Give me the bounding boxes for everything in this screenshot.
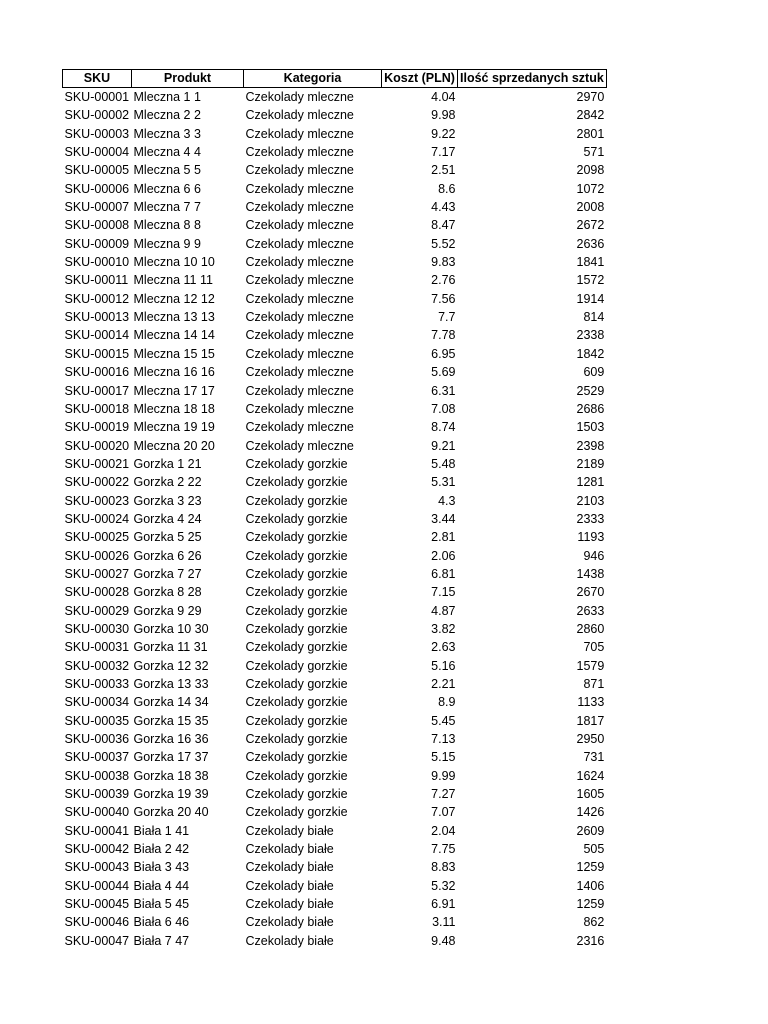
cell-quantity-sold: 571 [583, 145, 605, 160]
table-row [63, 235, 607, 253]
cell-product: Mleczna 14 14 [133, 328, 215, 343]
cell-quantity-sold: 2636 [576, 236, 605, 251]
cell-cost: 7.13 [431, 732, 456, 747]
cell-category: Czekolady gorzkie [245, 768, 348, 783]
cell-product: Gorzka 15 35 [133, 713, 209, 728]
cell-quantity-sold: 2672 [576, 218, 605, 233]
cell-cost: 8.83 [431, 860, 456, 875]
cell-category: Czekolady mleczne [245, 383, 354, 398]
cell-product: Gorzka 13 33 [133, 677, 209, 691]
cell-sku: SKU-00040 [64, 805, 130, 820]
cell-cost: 2.51 [431, 163, 456, 178]
table-row [63, 326, 607, 344]
table-row [63, 785, 607, 803]
cell-category: Czekolady mleczne [245, 200, 354, 215]
cell-quantity-sold: 1406 [576, 878, 605, 893]
cell-category: Czekolady gorzkie [245, 475, 348, 490]
cell-category: Czekolady gorzkie [245, 603, 348, 618]
cell-sku: SKU-00017 [64, 383, 130, 398]
cell-quantity-sold: 1817 [576, 713, 605, 728]
table-row [63, 748, 607, 766]
cell-cost: 5.31 [431, 475, 456, 490]
cell-sku: SKU-00001 [64, 90, 130, 104]
cell-product: Gorzka 12 32 [133, 658, 209, 673]
cell-category: Czekolady mleczne [245, 145, 354, 160]
table-row [63, 198, 607, 216]
cell-product: Mleczna 5 5 [133, 163, 201, 178]
cell-product: Mleczna 20 20 [133, 438, 215, 453]
table-row [63, 125, 607, 143]
cell-category: Czekolady mleczne [245, 218, 354, 233]
cell-category: Czekolady gorzkie [245, 493, 348, 508]
cell-category: Czekolady gorzkie [245, 530, 348, 545]
cell-category: Czekolady białe [245, 878, 334, 893]
table-row [63, 143, 607, 161]
cell-sku: SKU-00004 [64, 145, 130, 160]
cell-quantity-sold: 1193 [577, 530, 605, 545]
cell-quantity-sold: 2970 [576, 90, 605, 104]
cell-product: Gorzka 1 21 [133, 456, 202, 471]
cell-category: Czekolady mleczne [245, 181, 354, 196]
cell-sku: SKU-00025 [64, 530, 130, 545]
cell-product: Gorzka 19 39 [133, 787, 209, 802]
table-row [63, 767, 607, 785]
cell-category: Czekolady mleczne [245, 420, 354, 435]
cell-product: Mleczna 7 7 [133, 200, 201, 215]
cell-sku: SKU-00006 [64, 181, 130, 196]
table-row [63, 345, 607, 363]
table-row [63, 822, 607, 840]
cell-category: Czekolady mleczne [245, 328, 354, 343]
header-product: Produkt [132, 70, 244, 88]
cell-quantity-sold: 1841 [576, 255, 605, 270]
cell-quantity-sold: 1572 [576, 273, 605, 288]
cell-quantity-sold: 2842 [576, 108, 605, 123]
cell-sku: SKU-00041 [64, 823, 130, 838]
table-row [63, 712, 607, 730]
cell-quantity-sold: 2633 [576, 603, 605, 618]
cell-cost: 9.83 [431, 255, 456, 270]
cell-cost: 7.56 [431, 291, 456, 306]
cell-category: Czekolady białe [245, 842, 334, 857]
table-row [63, 565, 607, 583]
cell-quantity-sold: 862 [583, 915, 605, 930]
cell-sku: SKU-00009 [64, 236, 130, 251]
cell-cost: 2.81 [431, 530, 456, 545]
cell-cost: 7.27 [431, 787, 456, 802]
table-row [63, 473, 607, 491]
cell-cost: 5.32 [431, 878, 456, 893]
cell-product: Mleczna 3 3 [133, 126, 201, 141]
table-row [63, 657, 607, 675]
cell-product: Gorzka 16 36 [133, 732, 209, 747]
cell-quantity-sold: 2103 [576, 493, 605, 508]
cell-sku: SKU-00033 [64, 677, 130, 691]
cell-sku: SKU-00015 [64, 346, 130, 361]
cell-quantity-sold: 871 [583, 677, 605, 691]
cell-cost: 7.78 [431, 328, 456, 343]
table-row [63, 803, 607, 821]
cell-sku: SKU-00035 [64, 713, 130, 728]
cell-category: Czekolady mleczne [245, 163, 354, 178]
cell-cost: 7.07 [431, 805, 456, 820]
cell-cost: 5.69 [431, 365, 456, 380]
cell-cost: 5.52 [431, 236, 456, 251]
cell-quantity-sold: 814 [583, 310, 605, 325]
table-header [63, 70, 607, 88]
cell-sku: SKU-00008 [64, 218, 130, 233]
cell-quantity-sold: 2316 [576, 933, 605, 948]
cell-sku: SKU-00026 [64, 548, 130, 563]
cell-cost: 3.82 [431, 621, 456, 636]
table-row [63, 418, 607, 436]
cell-category: Czekolady mleczne [245, 255, 354, 270]
cell-category: Czekolady mleczne [245, 346, 354, 361]
cell-quantity-sold: 1072 [576, 181, 605, 196]
cell-category: Czekolady mleczne [245, 108, 354, 123]
cell-quantity-sold: 1281 [576, 475, 605, 490]
cell-cost: 9.22 [431, 126, 456, 141]
cell-category: Czekolady gorzkie [245, 713, 348, 728]
cell-sku: SKU-00029 [64, 603, 130, 618]
cell-product: Mleczna 12 12 [133, 291, 215, 306]
cell-cost: 7.15 [431, 585, 456, 600]
cell-cost: 7.7 [438, 310, 456, 325]
cell-sku: SKU-00024 [64, 511, 130, 526]
cell-product: Biała 6 46 [133, 915, 190, 930]
cell-category: Czekolady gorzkie [245, 640, 348, 655]
cell-product: Gorzka 4 24 [133, 511, 202, 526]
cell-product: Mleczna 19 19 [133, 420, 215, 435]
cell-cost: 4.04 [431, 90, 456, 104]
cell-category: Czekolady białe [245, 860, 334, 875]
header-quantity-sold: Ilość sprzedanych sztuk [458, 70, 607, 88]
cell-category: Czekolady białe [245, 915, 334, 930]
cell-category: Czekolady gorzkie [245, 658, 348, 673]
cell-quantity-sold: 946 [583, 548, 605, 563]
cell-quantity-sold: 1914 [576, 291, 605, 306]
cell-sku: SKU-00023 [64, 493, 130, 508]
cell-cost: 2.06 [431, 548, 456, 563]
cell-category: Czekolady gorzkie [245, 585, 348, 600]
cell-cost: 9.98 [431, 108, 456, 123]
table-row [63, 492, 607, 510]
cell-sku: SKU-00021 [64, 456, 130, 471]
cell-product: Gorzka 3 23 [133, 493, 202, 508]
cell-sku: SKU-00034 [64, 695, 130, 710]
cell-cost: 3.44 [431, 511, 456, 526]
cell-cost: 9.48 [431, 933, 456, 948]
cell-cost: 5.45 [431, 713, 456, 728]
table-row [63, 895, 607, 913]
table-row [63, 180, 607, 198]
header-cost: Koszt (PLN) [382, 70, 458, 88]
cell-product: Mleczna 18 18 [133, 401, 215, 416]
table-row [63, 602, 607, 620]
cell-quantity-sold: 1438 [576, 566, 605, 581]
cell-quantity-sold: 2189 [576, 456, 605, 471]
cell-product: Gorzka 20 40 [133, 805, 209, 820]
cell-product: Gorzka 2 22 [133, 475, 202, 490]
cell-product: Biała 7 47 [133, 933, 190, 948]
cell-sku: SKU-00037 [64, 750, 130, 765]
cell-category: Czekolady gorzkie [245, 695, 348, 710]
cell-category: Czekolady mleczne [245, 310, 354, 325]
header-category: Kategoria [244, 70, 382, 88]
cell-cost: 5.48 [431, 456, 456, 471]
cell-quantity-sold: 2008 [576, 200, 605, 215]
header-row [63, 70, 607, 88]
cell-product: Gorzka 10 30 [133, 621, 209, 636]
cell-product: Mleczna 4 4 [133, 145, 201, 160]
table-row [63, 437, 607, 455]
cell-sku: SKU-00045 [64, 897, 130, 912]
table-row [63, 455, 607, 473]
table-row [63, 216, 607, 234]
table-row [63, 308, 607, 326]
cell-product: Mleczna 11 11 [133, 273, 213, 288]
cell-sku: SKU-00036 [64, 732, 130, 747]
cell-sku: SKU-00028 [64, 585, 130, 600]
cell-product: Mleczna 16 16 [133, 365, 215, 380]
cell-product: Gorzka 9 29 [133, 603, 202, 618]
cell-product: Biała 1 41 [133, 823, 190, 838]
cell-product: Mleczna 15 15 [133, 346, 215, 361]
cell-quantity-sold: 1133 [577, 695, 605, 710]
cell-sku: SKU-00039 [64, 787, 130, 802]
cell-sku: SKU-00020 [64, 438, 130, 453]
cell-quantity-sold: 2333 [576, 511, 605, 526]
cell-sku: SKU-00038 [64, 768, 130, 783]
table-row [63, 161, 607, 179]
cell-product: Gorzka 6 26 [133, 548, 202, 563]
cell-category: Czekolady białe [245, 933, 334, 948]
cell-quantity-sold: 2529 [576, 383, 605, 398]
cell-category: Czekolady gorzkie [245, 456, 348, 471]
cell-category: Czekolady mleczne [245, 90, 354, 104]
table-row [63, 913, 607, 931]
cell-quantity-sold: 2801 [576, 126, 605, 141]
cell-sku: SKU-00030 [64, 621, 130, 636]
cell-category: Czekolady gorzkie [245, 566, 348, 581]
cell-sku: SKU-00031 [64, 640, 130, 655]
cell-cost: 2.76 [431, 273, 456, 288]
cell-cost: 8.6 [438, 181, 456, 196]
cell-quantity-sold: 1503 [576, 420, 605, 435]
cell-quantity-sold: 1426 [576, 805, 605, 820]
cell-product: Gorzka 5 25 [133, 530, 202, 545]
cell-quantity-sold: 1624 [576, 768, 605, 783]
cell-sku: SKU-00022 [64, 475, 130, 490]
cell-product: Gorzka 17 37 [133, 750, 209, 765]
table-row [63, 675, 607, 693]
cell-cost: 6.31 [431, 383, 456, 398]
cell-product: Mleczna 1 1 [133, 90, 201, 104]
cell-quantity-sold: 1259 [576, 897, 605, 912]
cell-quantity-sold: 609 [583, 365, 605, 380]
cell-product: Gorzka 18 38 [133, 768, 209, 783]
cell-quantity-sold: 2950 [576, 732, 605, 747]
cell-product: Mleczna 2 2 [133, 108, 201, 123]
cell-sku: SKU-00046 [64, 915, 130, 930]
table-row [63, 106, 607, 124]
cell-quantity-sold: 1605 [576, 787, 605, 802]
cell-quantity-sold: 705 [583, 640, 605, 655]
cell-sku: SKU-00012 [64, 291, 130, 306]
table-row [63, 932, 607, 950]
cell-quantity-sold: 2609 [576, 823, 605, 838]
table-row [63, 693, 607, 711]
cell-cost: 5.15 [431, 750, 456, 765]
cell-product: Gorzka 8 28 [133, 585, 202, 600]
cell-cost: 7.08 [431, 401, 456, 416]
cell-category: Czekolady gorzkie [245, 787, 348, 802]
table-row [63, 620, 607, 638]
product-sales-table [62, 69, 607, 950]
cell-quantity-sold: 2860 [576, 621, 605, 636]
cell-sku: SKU-00044 [64, 878, 130, 893]
cell-category: Czekolady gorzkie [245, 732, 348, 747]
cell-quantity-sold: 2670 [576, 585, 605, 600]
table-row [63, 638, 607, 656]
cell-category: Czekolady gorzkie [245, 677, 348, 691]
cell-category: Czekolady mleczne [245, 365, 354, 380]
cell-product: Biała 4 44 [133, 878, 190, 893]
cell-cost: 5.16 [431, 658, 456, 673]
cell-sku: SKU-00032 [64, 658, 130, 673]
cell-sku: SKU-00007 [64, 200, 130, 215]
cell-category: Czekolady gorzkie [245, 511, 348, 526]
table-row [63, 840, 607, 858]
table-body [63, 88, 607, 951]
cell-quantity-sold: 1579 [576, 658, 605, 673]
table-row [63, 290, 607, 308]
cell-cost: 6.95 [431, 346, 456, 361]
cell-product: Biała 3 43 [133, 860, 190, 875]
cell-quantity-sold: 1259 [576, 860, 605, 875]
cell-product: Mleczna 8 8 [133, 218, 201, 233]
cell-product: Biała 2 42 [133, 842, 190, 857]
cell-sku: SKU-00019 [64, 420, 130, 435]
cell-category: Czekolady mleczne [245, 438, 354, 453]
table-row [63, 88, 607, 107]
cell-cost: 9.99 [431, 768, 456, 783]
cell-sku: SKU-00003 [64, 126, 130, 141]
cell-quantity-sold: 505 [583, 842, 605, 857]
cell-quantity-sold: 2686 [576, 401, 605, 416]
cell-cost: 4.87 [431, 603, 456, 618]
cell-sku: SKU-00018 [64, 401, 130, 416]
cell-cost: 7.17 [431, 145, 456, 160]
cell-cost: 6.81 [431, 566, 456, 581]
cell-sku: SKU-00016 [64, 365, 130, 380]
cell-cost: 7.75 [431, 842, 456, 857]
cell-sku: SKU-00005 [64, 163, 130, 178]
cell-sku: SKU-00047 [64, 933, 130, 948]
cell-cost: 8.47 [431, 218, 456, 233]
cell-category: Czekolady gorzkie [245, 750, 348, 765]
cell-sku: SKU-00011 [64, 273, 129, 288]
cell-quantity-sold: 2398 [576, 438, 605, 453]
cell-product: Mleczna 6 6 [133, 181, 201, 196]
table-row [63, 877, 607, 895]
cell-sku: SKU-00014 [64, 328, 130, 343]
cell-product: Mleczna 9 9 [133, 236, 201, 251]
table-row [63, 253, 607, 271]
cell-category: Czekolady mleczne [245, 273, 354, 288]
cell-cost: 2.21 [431, 677, 456, 691]
cell-quantity-sold: 731 [583, 750, 605, 765]
cell-sku: SKU-00027 [64, 566, 130, 581]
table-row [63, 730, 607, 748]
table-row [63, 547, 607, 565]
cell-category: Czekolady mleczne [245, 291, 354, 306]
table-row [63, 528, 607, 546]
cell-product: Mleczna 17 17 [133, 383, 215, 398]
cell-product: Gorzka 11 31 [133, 640, 208, 655]
cell-category: Czekolady gorzkie [245, 621, 348, 636]
cell-category: Czekolady gorzkie [245, 805, 348, 820]
cell-sku: SKU-00042 [64, 842, 130, 857]
table-row [63, 382, 607, 400]
table-row [63, 510, 607, 528]
cell-cost: 6.91 [431, 897, 456, 912]
cell-category: Czekolady gorzkie [245, 548, 348, 563]
table-row [63, 400, 607, 418]
cell-cost: 4.3 [438, 493, 456, 508]
cell-quantity-sold: 2338 [576, 328, 605, 343]
cell-sku: SKU-00010 [64, 255, 130, 270]
cell-product: Gorzka 14 34 [133, 695, 209, 710]
cell-quantity-sold: 1842 [576, 346, 605, 361]
cell-category: Czekolady mleczne [245, 401, 354, 416]
cell-cost: 4.43 [431, 200, 456, 215]
cell-category: Czekolady mleczne [245, 236, 354, 251]
cell-product: Mleczna 10 10 [133, 255, 215, 270]
cell-category: Czekolady białe [245, 823, 334, 838]
cell-cost: 2.04 [431, 823, 456, 838]
cell-category: Czekolady mleczne [245, 126, 354, 141]
cell-cost: 9.21 [431, 438, 456, 453]
cell-quantity-sold: 2098 [576, 163, 605, 178]
cell-product: Mleczna 13 13 [133, 310, 215, 325]
cell-cost: 8.74 [431, 420, 456, 435]
table-row [63, 583, 607, 601]
table-row [63, 858, 607, 876]
table-row [63, 363, 607, 381]
table-row [63, 271, 607, 289]
cell-category: Czekolady białe [245, 897, 334, 912]
cell-cost: 8.9 [438, 695, 456, 710]
cell-cost: 3.11 [432, 915, 456, 930]
cell-sku: SKU-00002 [64, 108, 130, 123]
header-sku: SKU [63, 70, 132, 88]
cell-sku: SKU-00013 [64, 310, 130, 325]
cell-cost: 2.63 [431, 640, 456, 655]
cell-product: Biała 5 45 [133, 897, 190, 912]
cell-product: Gorzka 7 27 [133, 566, 202, 581]
cell-sku: SKU-00043 [64, 860, 130, 875]
